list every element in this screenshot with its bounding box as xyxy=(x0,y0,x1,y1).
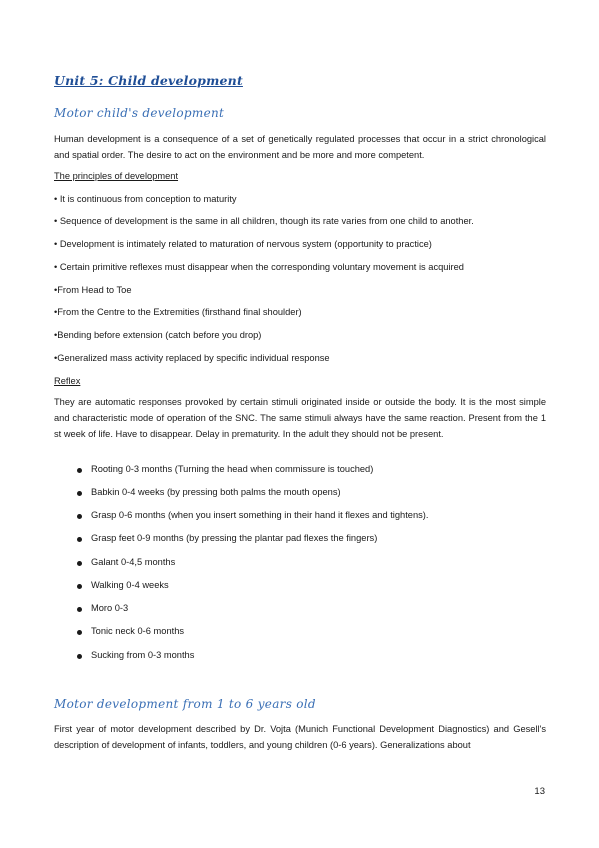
unit-title: Unit 5: Child development xyxy=(54,73,243,88)
principle-item: • It is continuous from conception to maturity xyxy=(54,194,237,204)
bullet-icon xyxy=(77,561,82,566)
page-number: 13 xyxy=(534,786,545,797)
bullet-icon xyxy=(77,537,82,542)
bullet-icon xyxy=(77,654,82,659)
principle-item: •Bending before extension (catch before you drop) xyxy=(54,330,262,340)
principle-item: • Certain primitive reflexes must disappear when the corresponding voluntary movement is acquired xyxy=(54,262,464,272)
section-title-motor-development: Motor child's development xyxy=(54,106,225,120)
principle-item: •Generalized mass activity replaced by specific individual response xyxy=(54,353,330,363)
intro-paragraph: Human development is a consequence of a set of genetically regulated processes that occur in a strict chronological and spatial order. The desire to act on the environment and be more and more competent. xyxy=(54,134,546,160)
principle-item: • Development is intimately related to maturation of nervous system (opportunity to practice) xyxy=(54,239,432,249)
principles-heading: The principles of development xyxy=(54,171,179,181)
bullet-icon xyxy=(77,607,82,612)
principle-item: •From Head to Toe xyxy=(54,285,132,295)
bullet-icon xyxy=(77,630,82,635)
reflex-heading: Reflex xyxy=(54,376,81,386)
bullet-icon xyxy=(77,491,82,496)
bullet-icon xyxy=(77,468,82,473)
principle-item: • Sequence of development is the same in all children, though its rate varies from one child to another. xyxy=(54,216,474,226)
section2-paragraph: First year of motor development described by Dr. Vojta (Munich Functional Development Diagnostics) and Gesell's description of development of infants, toddlers, and young children (0-6 years). Generalizations about xyxy=(54,724,546,750)
bullet-icon xyxy=(77,514,82,519)
section-title-motor-1-6: Motor development from 1 to 6 years old xyxy=(54,697,316,711)
reflex-paragraph: They are automatic responses provoked by certain stimuli originated inside or outside the body. It is the most simple and characteristic mode of operation of the SNC. The same stimuli always have the same reaction. Present from the 1 st week of life. Have to disappear. Delay in prematurity. In the adult they should not be present. xyxy=(54,397,546,439)
bullet-icon xyxy=(77,584,82,589)
principle-item: •From the Centre to the Extremities (firsthand final shoulder) xyxy=(54,307,302,317)
